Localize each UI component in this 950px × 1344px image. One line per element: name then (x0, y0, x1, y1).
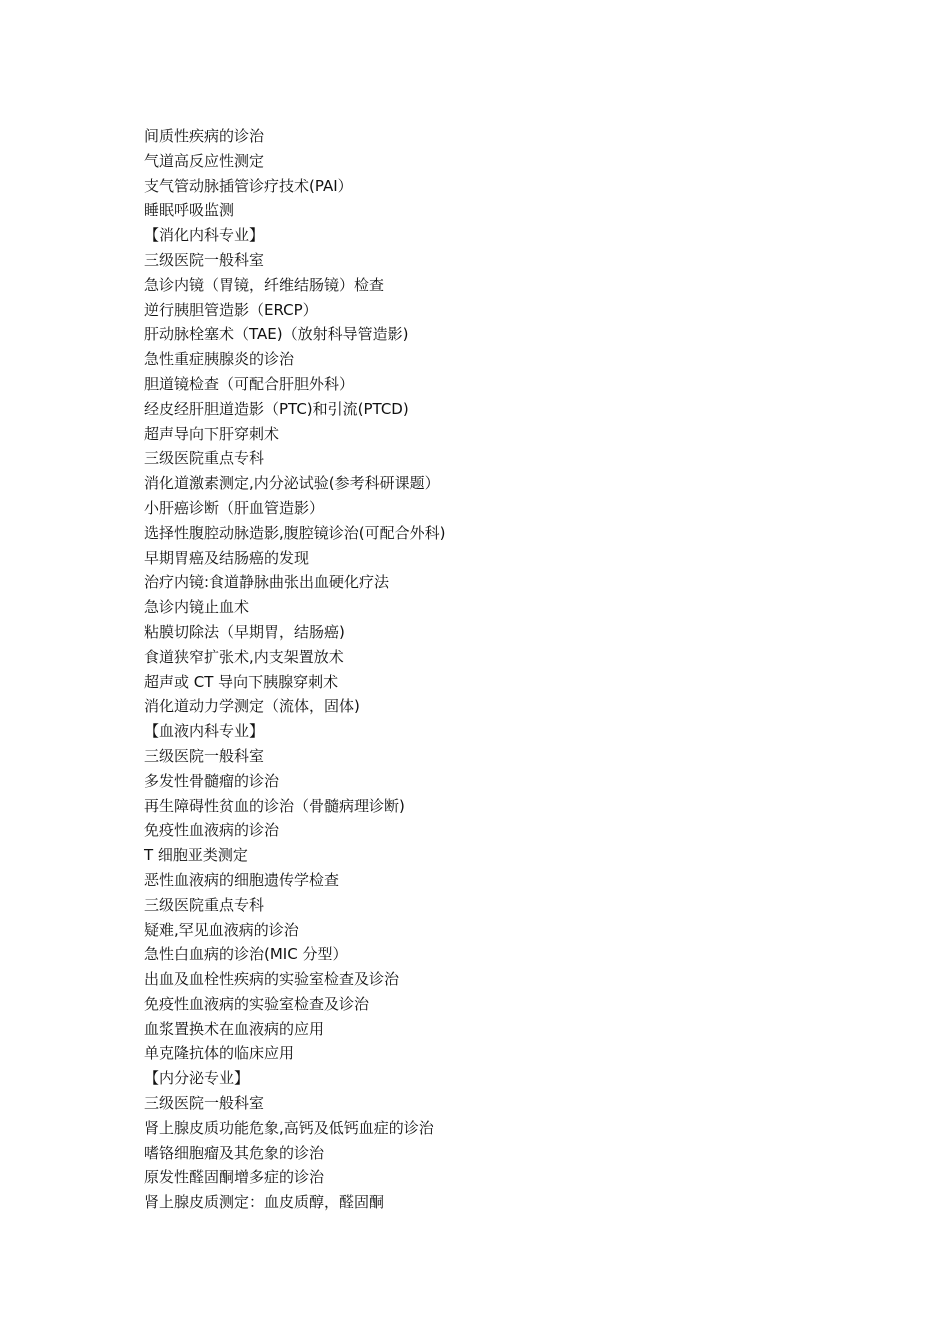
text-line: 胆道镜检查（可配合肝胆外科） (144, 374, 355, 393)
text-line: 肾上腺皮质功能危象,高钙及低钙血症的诊治 (144, 1118, 434, 1137)
text-line: 睡眠呼吸监测 (144, 201, 235, 220)
text-line: 消化道动力学测定（流体，固体) (144, 697, 360, 716)
text-line: 急诊内镜止血术 (144, 598, 250, 617)
text-line: 急性白血病的诊治(MIC 分型） (144, 945, 348, 964)
text-line: 出血及血栓性疾病的实验室检查及诊治 (144, 970, 400, 989)
text-line: 免疫性血液病的诊治 (144, 821, 280, 840)
text-line: 早期胃癌及结肠癌的发现 (144, 548, 310, 567)
text-line: 单克隆抗体的临床应用 (144, 1044, 295, 1063)
subsection-heading: 三级医院重点专科 (144, 449, 265, 468)
text-line: 急诊内镜（胃镜，纤维结肠镜）检查 (144, 275, 385, 294)
text-line: 小肝癌诊断（肝血管造影） (144, 498, 325, 517)
text-line: 粘膜切除法（早期胃，结肠癌) (144, 622, 345, 641)
text-line: T 细胞亚类测定 (144, 846, 248, 865)
text-line: 间质性疾病的诊治 (144, 127, 265, 145)
text-line: 超声或 CT 导向下胰腺穿刺术 (144, 672, 339, 691)
subsection-heading: 三级医院一般科室 (144, 1094, 265, 1113)
section-heading: 【内分泌专业】 (144, 1069, 250, 1088)
section-heading: 【消化内科专业】 (144, 226, 265, 245)
text-line: 急性重症胰腺炎的诊治 (144, 350, 295, 369)
text-line: 多发性骨髓瘤的诊治 (144, 771, 280, 790)
text-line: 疑难,罕见血液病的诊治 (144, 920, 299, 939)
text-line: 消化道激素测定,内分泌试验(参考科研课题） (144, 474, 440, 493)
text-line: 肝动脉栓塞术（TAE)（放射科导管造影) (144, 325, 409, 344)
subsection-heading: 三级医院一般科室 (144, 746, 265, 765)
text-line: 肾上腺皮质测定：血皮质醇，醛固酮 (144, 1193, 385, 1212)
subsection-heading: 三级医院一般科室 (144, 250, 265, 269)
text-line: 经皮经肝胆道造影（PTC)和引流(PTCD) (144, 399, 409, 418)
text-line: 气道高反应性测定 (144, 151, 265, 170)
text-line: 恶性血液病的细胞遗传学检查 (144, 870, 340, 889)
text-line: 超声导向下肝穿刺术 (144, 424, 280, 443)
text-line: 食道狭窄扩张术,内支架置放术 (144, 647, 344, 666)
text-line: 原发性醛固酮增多症的诊治 (144, 1168, 325, 1187)
text-line: 免疫性血液病的实验室检查及诊治 (144, 994, 370, 1013)
text-line: 逆行胰胆管造影（ERCP） (144, 300, 318, 319)
text-line: 选择性腹腔动脉造影,腹腔镜诊治(可配合外科) (144, 523, 446, 542)
text-line: 治疗内镜:食道静脉曲张出血硬化疗法 (144, 573, 390, 592)
document-body (144, 124, 844, 1215)
text-line: 支气管动脉插管诊疗技术(PAI） (144, 176, 353, 195)
text-line: 血浆置换术在血液病的应用 (144, 1019, 325, 1038)
text-line: 嗜铬细胞瘤及其危象的诊治 (144, 1143, 325, 1162)
text-line: 再生障碍性贫血的诊治（骨髓病理诊断) (144, 796, 405, 815)
section-heading: 【血液内科专业】 (144, 722, 265, 741)
subsection-heading: 三级医院重点专科 (144, 895, 265, 914)
